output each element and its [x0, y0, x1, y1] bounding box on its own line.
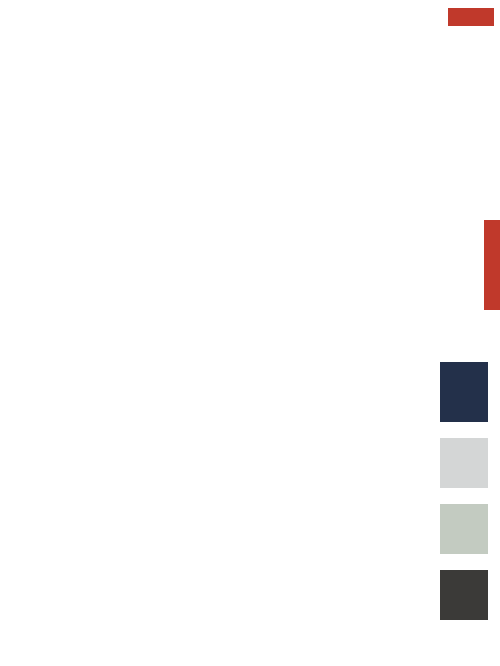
- slimfit-badge: [448, 8, 494, 26]
- swatch-charcoal: [440, 570, 488, 620]
- swatch-green: [440, 504, 488, 554]
- swatch-navy: [440, 362, 488, 422]
- side-tab: [484, 220, 500, 310]
- swatch-silver: [440, 438, 488, 488]
